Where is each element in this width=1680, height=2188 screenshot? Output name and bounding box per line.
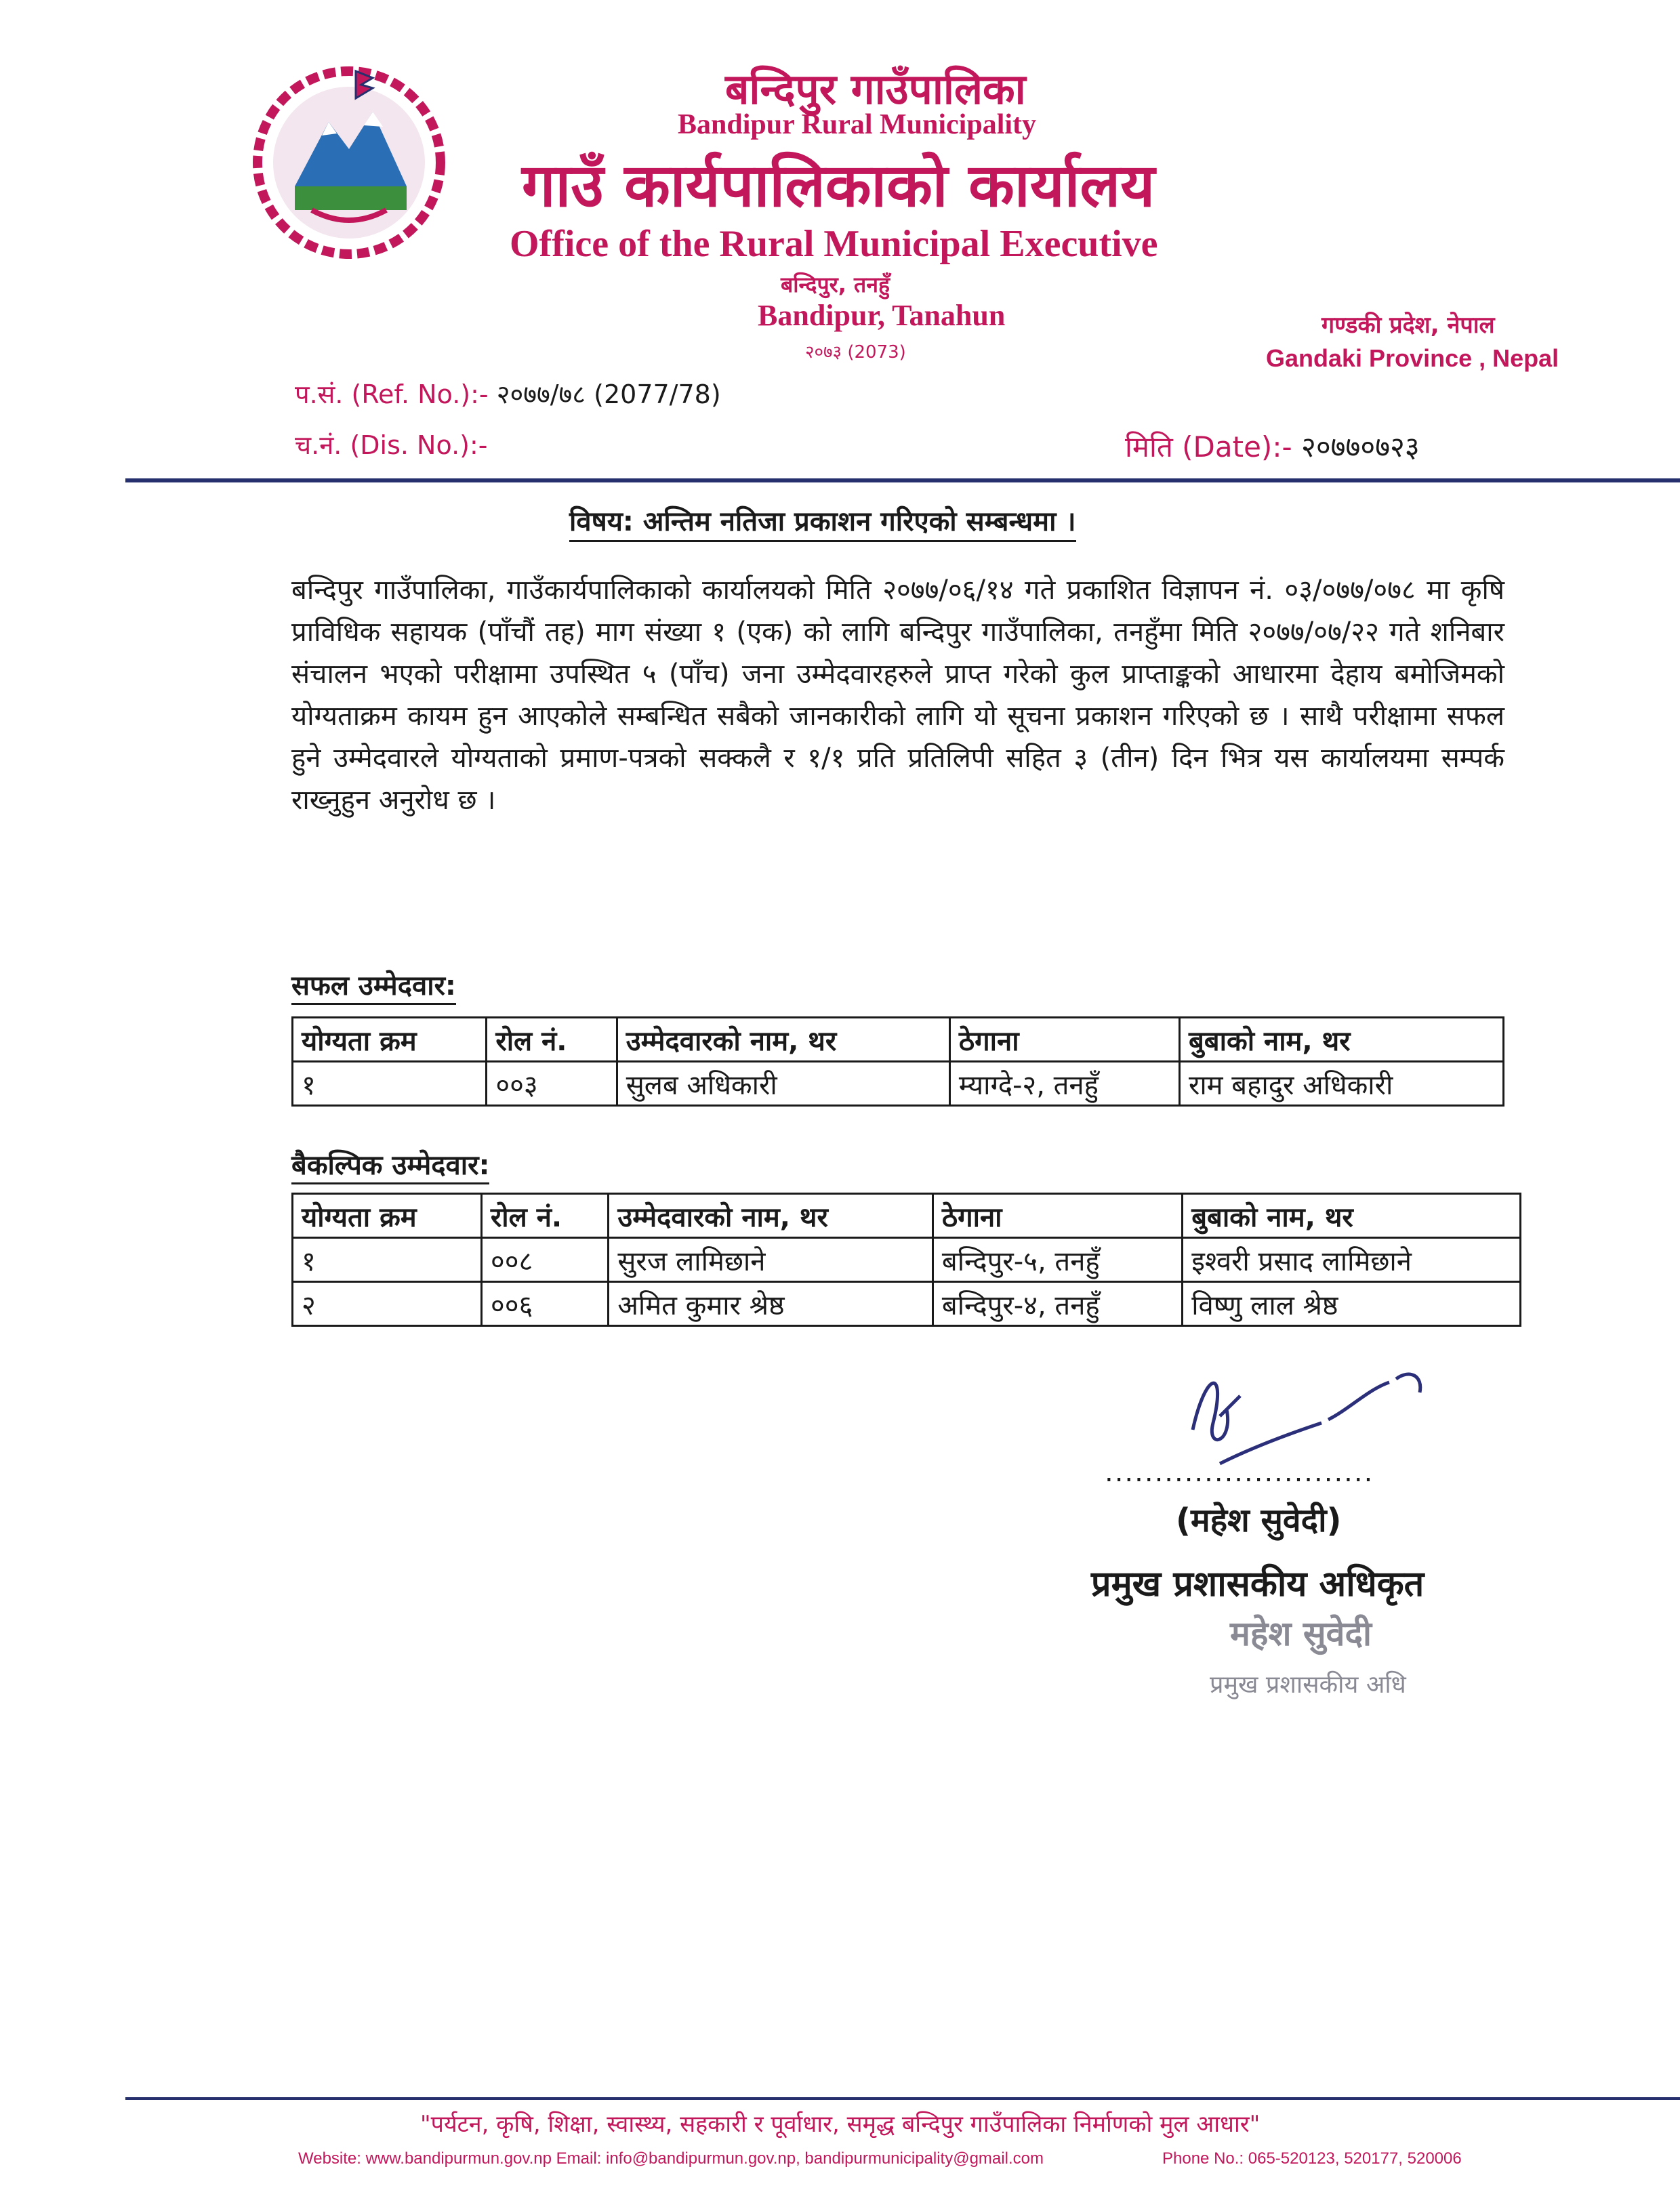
province-en: Gandaki Province , Nepal [1266, 344, 1559, 372]
col-roll: रोल नं. [481, 1194, 608, 1238]
municipality-name-en: Bandipur Rural Municipality [678, 109, 1037, 140]
date-value: २०७७०७२३ [1301, 430, 1420, 463]
dispatch-number: च.नं. (Dis. No.):- [295, 430, 488, 460]
cell-address: बन्दिपुर-५, तनहुँ [933, 1238, 1182, 1282]
cell-address: बन्दिपुर-४, तनहुँ [933, 1282, 1182, 1326]
cell-father: विष्णु लाल श्रेष्ठ [1183, 1282, 1521, 1326]
cell-roll: ००६ [481, 1282, 608, 1326]
cell-father: राम बहादुर अधिकारी [1179, 1062, 1503, 1106]
ref-value: २०७७/७८ (2077/78) [496, 379, 721, 409]
cell-roll: ००३ [487, 1062, 617, 1106]
table-row [293, 1282, 1521, 1326]
table-row [293, 1062, 1504, 1106]
municipality-name-np: बन्दिपुर गाउँपालिका [725, 64, 1026, 114]
table-header-row [293, 1194, 1521, 1238]
cell-name: अमित कुमार श्रेष्ठ [609, 1282, 933, 1326]
cell-roll: ००८ [481, 1238, 608, 1282]
signature-line: ........................... [1105, 1457, 1374, 1488]
col-address: ठेगाना [949, 1018, 1179, 1062]
col-rank: योग्यता क्रम [293, 1194, 482, 1238]
col-address: ठेगाना [933, 1194, 1182, 1238]
successful-table [291, 1016, 1504, 1107]
cell-name: सुलब अधिकारी [617, 1062, 949, 1106]
signatory-name: (महेश सुवेदी) [1176, 1502, 1342, 1540]
established-year: २०७३ (2073) [805, 342, 906, 363]
col-rank: योग्यता क्रम [293, 1018, 487, 1062]
footer-contact: Website: www.bandipurmun.gov.np Email: info@bandipurmun.gov.np, bandipurmunicipality@gmail.com [298, 2149, 1044, 2168]
ref-number [295, 376, 721, 411]
alternate-heading: बैकल्पिक उम्मेदवार: [291, 1145, 489, 1184]
location-np: बन्दिपुर, तनहुँ [781, 272, 890, 297]
col-name: उम्मेदवारको नाम, थर [617, 1018, 949, 1062]
stamp-name: महेश सुवेदी [1230, 1614, 1372, 1653]
footer-divider [125, 2097, 1680, 2100]
col-name: उम्मेदवारको नाम, थर [609, 1194, 933, 1238]
office-name-np: गाउँ कार्यपालिकाको कार्यालय [522, 150, 1155, 220]
subject-line: विषय: अन्तिम नतिजा प्रकाशन गरिएको सम्बन्धमा । [569, 501, 1076, 542]
signatory-title: प्रमुख प्रशासकीय अधिकृत [1091, 1564, 1425, 1605]
letter-date [1125, 427, 1420, 466]
footer-phone: Phone No.: 065-520123, 520177, 520006 [1162, 2149, 1462, 2168]
cell-father: इश्वरी प्रसाद लामिछाने [1183, 1238, 1521, 1282]
cell-rank: १ [293, 1238, 482, 1282]
col-father: बुबाको नाम, थर [1179, 1018, 1503, 1062]
cell-rank: २ [293, 1282, 482, 1326]
cell-rank: १ [293, 1062, 487, 1106]
body-paragraph: बन्दिपुर गाउँपालिका, गाउँकार्यपालिकाको कार्यालयको मिति २०७७/०६/१४ गते प्रकाशित विज्ञापन नं. ०३/०७७/०७८ मा कृषि प्राविधिक सहायक (पाँचौं तह) माग संख्या १ (एक) को लागि बन्दिपुर गाउँपालिका, तनहुँमा मिति २०७७/०७/२२ गते शनिबार संचालन भएको परीक्षामा उपस्थित ५ (पाँच) जना उम्मेदवारहरुले प्राप्त गरेको कुल प्राप्ताङ्कको आधारमा देहाय बमोजिमको योग्यताक्रम कायम हुन आएकोले सम्बन्धित सबैको जानकारीको लागि यो सूचना प्रकाशन गरिएको छ । साथै परीक्षामा सफल हुने उम्मेदवारले योग्यताको प्रमाण-पत्रको सक्कलै र १/१ प्रति प्रतिलिपी सहित ३ (तीन) दिन भित्र यस कार्यालयमा सम्पर्क राख्नुहुन अनुरोध छ । [291, 575, 1504, 816]
footer-motto: "पर्यटन, कृषि, शिक्षा, स्वास्थ्य, सहकारी र पूर्वाधार, समृद्ध बन्दिपुर गाउँपालिका निर्माणको मुल आधार" [420, 2111, 1261, 2138]
cell-name: सुरज लामिछाने [609, 1238, 933, 1282]
col-father: बुबाको नाम, थर [1183, 1194, 1521, 1238]
date-label: मिति (Date):- [1125, 430, 1292, 463]
alternate-table [291, 1193, 1521, 1327]
location-en: Bandipur, Tanahun [758, 299, 1006, 332]
col-roll: रोल नं. [487, 1018, 617, 1062]
emblem-logo [247, 58, 451, 261]
ref-label: प.सं. (Ref. No.):- [295, 379, 489, 409]
table-header-row [293, 1018, 1504, 1062]
stamp-title: प्रमुख प्रशासकीय अधि [1210, 1671, 1406, 1699]
table-row [293, 1238, 1521, 1282]
header-divider [125, 478, 1680, 482]
successful-heading: सफल उम्मेदवार: [291, 966, 456, 1005]
cell-address: म्याग्दे-२, तनहुँ [949, 1062, 1179, 1106]
province-np: गण्डकी प्रदेश, नेपाल [1322, 312, 1495, 339]
office-name-en: Office of the Rural Municipal Executive [510, 223, 1158, 265]
